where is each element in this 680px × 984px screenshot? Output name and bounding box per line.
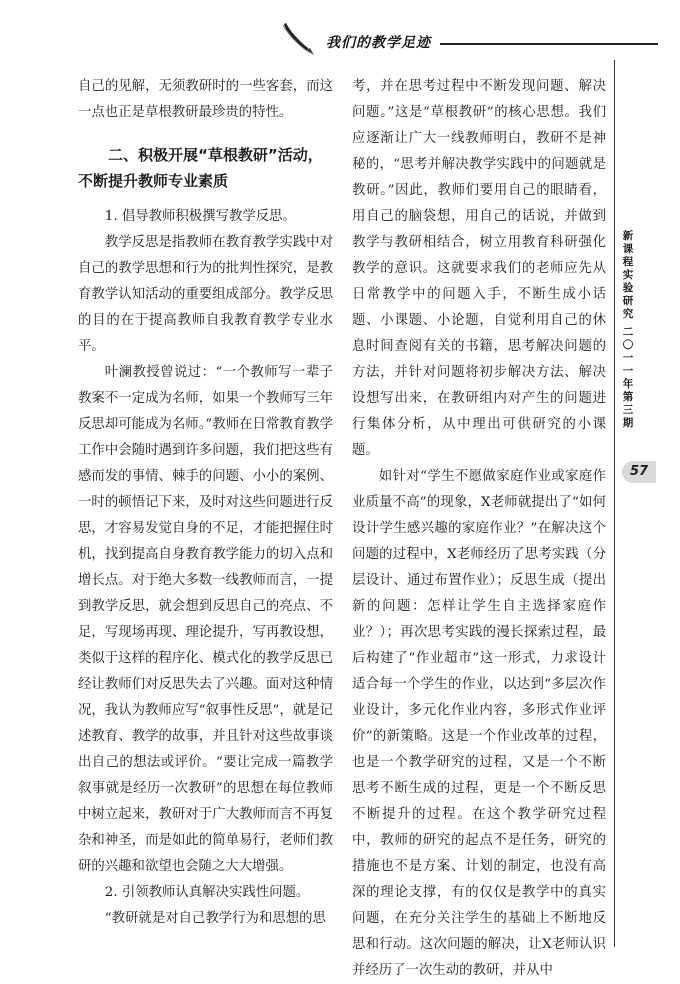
paragraph: 叶澜教授曾说过：“一个教师写一辈子教案不一定成为名师，如果一个教师写三年反思却可能成为名师。”教师在日常教育教学工作中会随时遇到许多问题，我们把这些有感而发的事情、棘手的问题、小小的案例、一时的顿悟记下来，及时对这些问题进行反思，才容易发觉自身的不足，才能把握住时机，找到提高自身教育教学能力的切入点和增长点。对于绝大多数一线教师而言，一提到教学反思，就会想到反思自己的亮点、不足，写现场再现、理论提升，写再教设想，类似于这样的程序化、模式化的教学反思已经让教师们对反思失去了兴趣。面对这种情况，我认为教师应写“叙事性反思”，就是记述教育、教学的故事，并且针对这些故事谈出自己的想法或评价。“要让完成一篇教学叙事就是经历一次教研”的思想在每位教师中树立起来，教研对于广大教师而言不再复杂和神圣，而是如此的简单易行，老师们教研的兴趣和欲望也会随之大大增强。 — [78, 365, 333, 874]
paragraph: 教学反思是指教师在教育教学实践中对自己的教学思想和行为的批判性探究，是教育教学认知活动的重要组成部分。教学反思的目的在于提高教师自我教育教学专业水平。 — [78, 235, 333, 354]
paragraph: “教研就是对自己教学行为和思想的思 — [104, 911, 326, 926]
right-column — [352, 74, 606, 984]
journal-name: 新课程实验研究 — [622, 230, 634, 320]
subheading-2: 2. 引领教师认真解决实践性问题。 — [104, 885, 310, 900]
header-title: 我们的教学足迹 — [326, 35, 431, 51]
section-heading-line2: 不断提升教师专业素质 — [78, 172, 229, 190]
paragraph-continued: 自己的见解，无须教研时的一些客套，而这一点也正是草根教研最珍贵的特性。 — [78, 79, 333, 120]
page-number: 57 — [622, 461, 656, 483]
paragraph: 如针对“学生不愿做家庭作业或家庭作业质量不高”的现象，X老师就提出了“如何设计学生感兴趣的家庭作业？”在解决这个问题的过程中，X老师经历了思考实践（分层设计、通过布置作业）；反思生成（提出新的问题：怎样让学生自主选择家庭作业？）；再次思考实践的漫长探索过程，最后构建了“作业超市”这一形式，力求设计适合每一个学生的作业，以达到“多层次作业设计，多元化作业内容，多形式作业评价”的新策略。这是一个作业改革的过程，也是一个教学研究的过程，又是一个不断思考不断生成的过程，更是一个不断反思不断提升的过程。在这个教学研究过程中，教师的研究的起点不是任务，研究的措施也不是方案、计划的制定，也没有高深的理论支撑，有的仅仅是教学中的真实问题，在充分关注学生的基础上不断地反思和行动。这次问题的解决，让X老师认识并经历了一次生动的教研，并从中 — [352, 469, 606, 978]
left-column — [78, 74, 333, 932]
header-rule — [440, 43, 658, 45]
pen-icon — [280, 22, 320, 56]
section-heading — [78, 142, 333, 194]
running-header — [280, 22, 658, 58]
issue-label: 二〇一一年第三期 — [622, 326, 634, 429]
section-heading-line1: 二、积极开展“草根教研”活动， — [108, 146, 323, 164]
paragraph-continued: 考，并在思考过程中不断发现问题、解决问题。”这是“草根教研”的核心思想。我们应逐渐让广大一线教师明白，教研不是神秘的，“思考并解决教学实践中的问题就是教研。”因此，教师们要用自己的眼睛看，用自己的脑袋想，用自己的话说，并做到教学与教研相结合，树立用教育科研强化教学的意识。这就要求我们的老师应先从日常教学中的问题入手，不断生成小话题、小课题、小论题，自觉利用自己的休息时间查阅有关的书籍，思考解决问题的方法，并针对问题将初步解决方法、解决设想写出来，在教研组内对产生的问题进行集体分析，从中理出可供研究的小课题。 — [352, 79, 606, 458]
subheading-1: 1. 倡导教师积极撰写教学反思。 — [104, 209, 296, 224]
sidebar-rule — [614, 60, 637, 947]
